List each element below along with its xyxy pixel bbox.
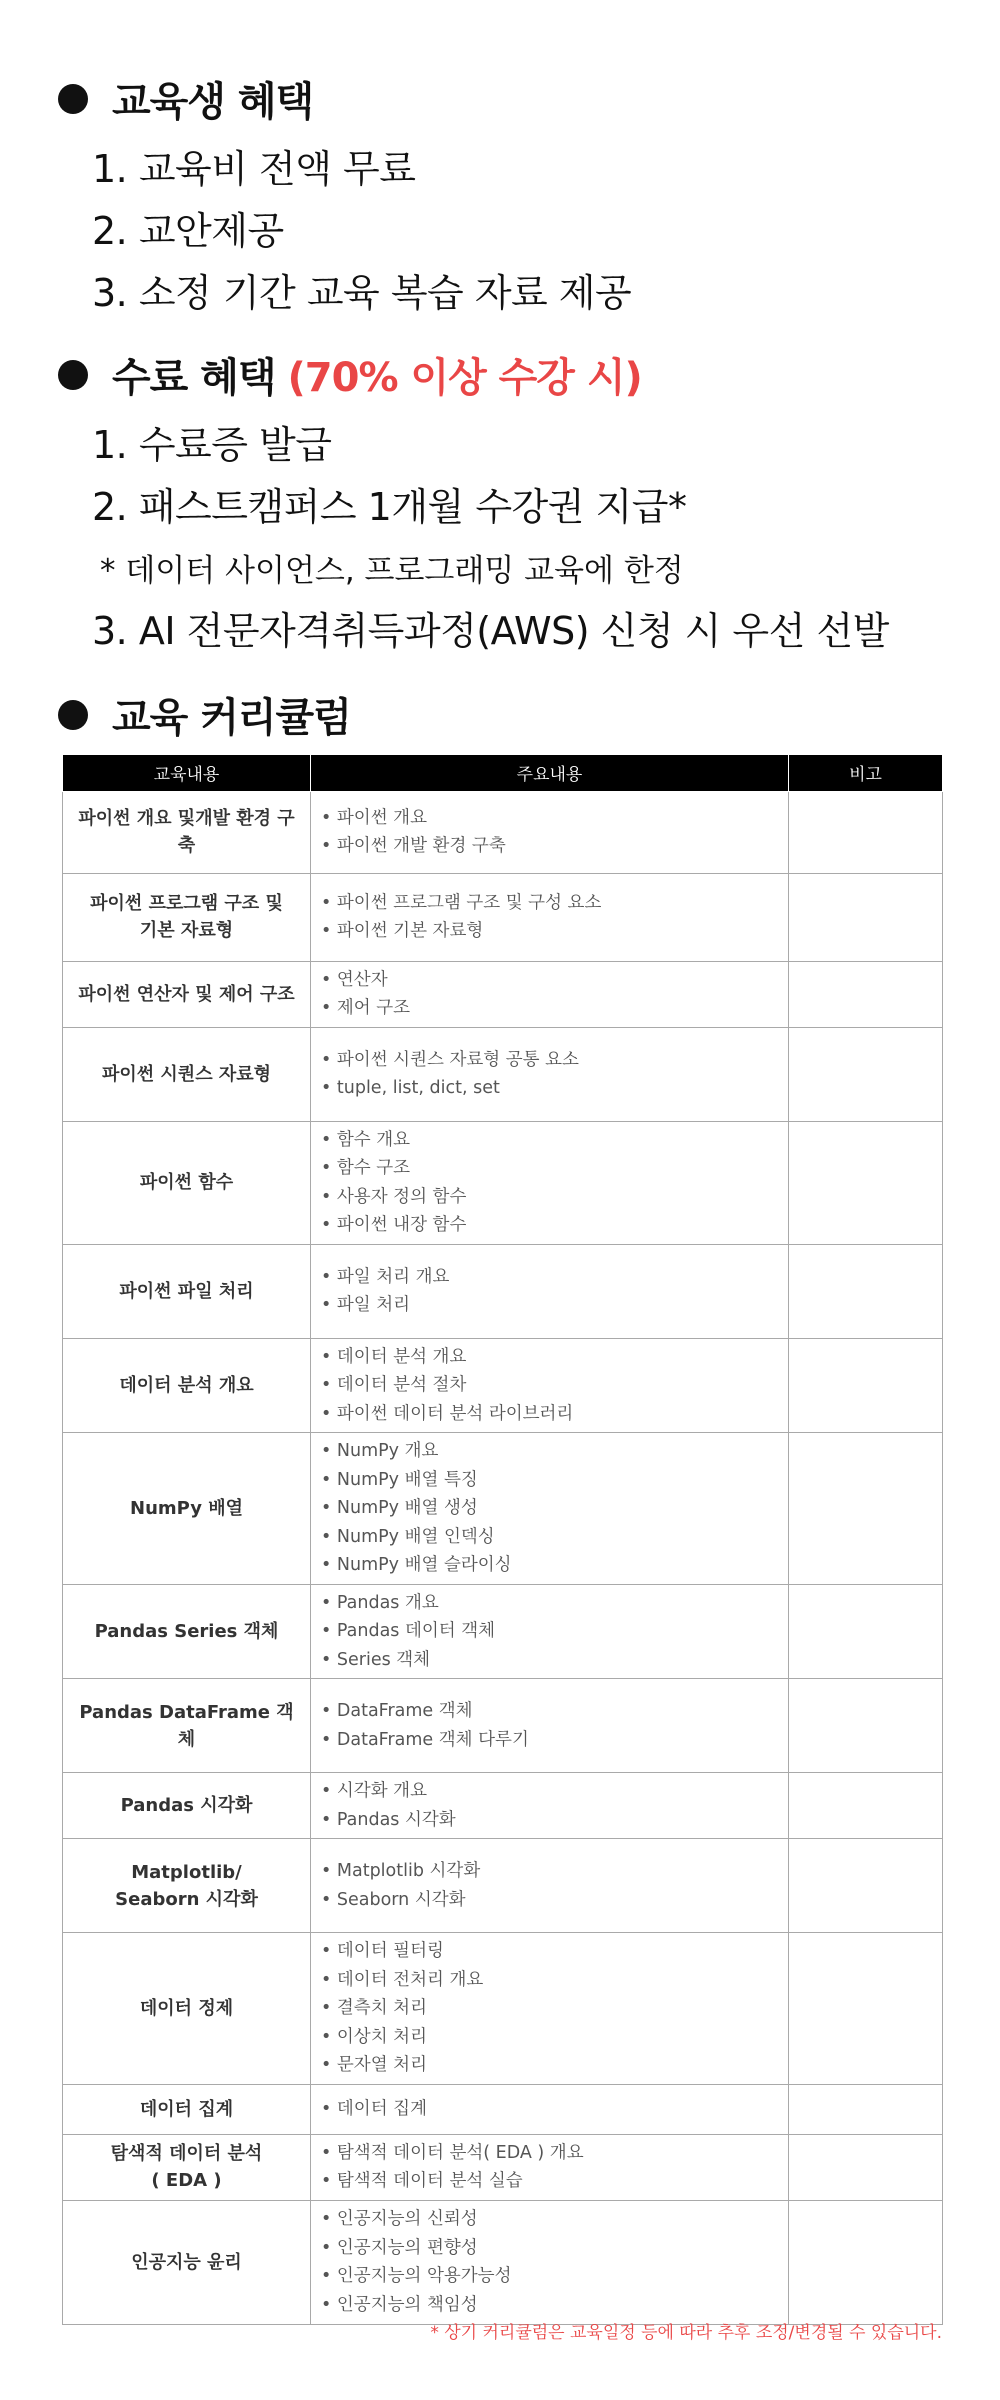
table-row	[63, 2134, 943, 2200]
table-header-row	[63, 755, 943, 791]
table-row	[63, 1773, 943, 1839]
row-memo	[789, 1338, 943, 1433]
row-points: • 인공지능의 신뢰성 • 인공지능의 편향성 • 인공지능의 악용가능성 • 인공지능의 책임성	[311, 2200, 789, 2324]
table-row	[63, 1121, 943, 1244]
row-topic: 파이썬 프로그램 구조 및 기본 자료형	[63, 873, 311, 961]
header-points: 주요내용	[311, 755, 789, 791]
row-points: • NumPy 개요 • NumPy 배열 특징 • NumPy 배열 생성 • NumPy 배열 인덱싱 • NumPy 배열 슬라이싱	[311, 1433, 789, 1585]
table-row	[63, 1839, 943, 1933]
row-topic: 데이터 집계	[63, 2084, 311, 2134]
header-memo: 비고	[789, 755, 943, 791]
row-memo	[789, 1121, 943, 1244]
bullet-dot-icon	[58, 700, 88, 730]
completion-condition: (70% 이상 수강 시)	[287, 355, 642, 401]
table-row	[63, 873, 943, 961]
row-topic: Pandas 시각화	[63, 1773, 311, 1839]
table-row	[63, 2200, 943, 2324]
row-points: • 함수 개요 • 함수 구조 • 사용자 정의 함수 • 파이썬 내장 함수	[311, 1121, 789, 1244]
completion-item-2: 2. 패스트캠퍼스 1개월 수강권 지급*	[92, 485, 687, 529]
row-topic: 파이썬 함수	[63, 1121, 311, 1244]
row-points: • 탐색적 데이터 분석( EDA ) 개요 • 탐색적 데이터 분석 실습	[311, 2134, 789, 2200]
row-points: • 파이썬 개요 • 파이썬 개발 환경 구축	[311, 791, 789, 873]
row-memo	[789, 1679, 943, 1773]
row-points: • DataFrame 객체 • DataFrame 객체 다루기	[311, 1679, 789, 1773]
table-body	[63, 791, 943, 2324]
section-title-completion	[58, 346, 642, 403]
row-points: • Pandas 개요 • Pandas 데이터 객체 • Series 객체	[311, 1584, 789, 1679]
benefit-item-1: 1. 교육비 전액 무료	[92, 147, 416, 191]
row-topic: 인공지능 윤리	[63, 2200, 311, 2324]
row-memo	[789, 1244, 943, 1338]
table-row	[63, 1244, 943, 1338]
table-row	[63, 1027, 943, 1121]
row-topic: 데이터 정제	[63, 1933, 311, 2085]
table-row	[63, 2084, 943, 2134]
row-points: • 시각화 개요 • Pandas 시각화	[311, 1773, 789, 1839]
row-points: • 파이썬 프로그램 구조 및 구성 요소 • 파이썬 기본 자료형	[311, 873, 789, 961]
row-points: • 데이터 필터링 • 데이터 전처리 개요 • 결측치 처리 • 이상치 처리 • 문자열 처리	[311, 1933, 789, 2085]
row-points: • 데이터 분석 개요 • 데이터 분석 절차 • 파이썬 데이터 분석 라이브러리	[311, 1338, 789, 1433]
table-row	[63, 1679, 943, 1773]
row-memo	[789, 1773, 943, 1839]
curriculum-table	[62, 755, 943, 2325]
bullet-dot-icon	[58, 84, 88, 114]
row-topic: 파이썬 파일 처리	[63, 1244, 311, 1338]
table-row	[63, 1933, 943, 2085]
row-topic: 데이터 분석 개요	[63, 1338, 311, 1433]
row-points: • 데이터 집계	[311, 2084, 789, 2134]
row-memo	[789, 1027, 943, 1121]
table-row	[63, 1433, 943, 1585]
section-title-benefits-text: 교육생 혜택	[112, 79, 314, 125]
row-memo	[789, 961, 943, 1027]
row-topic: 파이썬 개요 및개발 환경 구축	[63, 791, 311, 873]
row-topic: Matplotlib/ Seaborn 시각화	[63, 1839, 311, 1933]
completion-item-1: 1. 수료증 발급	[92, 423, 332, 467]
benefit-item-2: 2. 교안제공	[92, 209, 284, 253]
bullet-dot-icon	[58, 360, 88, 390]
row-topic: Pandas Series 객체	[63, 1584, 311, 1679]
row-memo	[789, 2200, 943, 2324]
row-memo	[789, 1584, 943, 1679]
benefit-item-3: 3. 소정 기간 교육 복습 자료 제공	[92, 271, 632, 315]
completion-item-3: 3. AI 전문자격취득과정(AWS) 신청 시 우선 선발	[92, 609, 889, 653]
row-points: • Matplotlib 시각화 • Seaborn 시각화	[311, 1839, 789, 1933]
section-title-benefits	[58, 70, 313, 127]
row-topic: 파이썬 시퀀스 자료형	[63, 1027, 311, 1121]
table-row	[63, 1338, 943, 1433]
table-row	[63, 1584, 943, 1679]
table-row	[63, 791, 943, 873]
section-title-curriculum-text: 교육 커리큘럼	[112, 695, 351, 741]
section-title-completion-text: 수료 혜택	[112, 355, 276, 401]
table-row	[63, 961, 943, 1027]
row-points: • 파일 처리 개요 • 파일 처리	[311, 1244, 789, 1338]
row-memo	[789, 1839, 943, 1933]
section-title-curriculum	[58, 686, 351, 743]
row-memo	[789, 873, 943, 961]
row-memo	[789, 1433, 943, 1585]
row-memo	[789, 2084, 943, 2134]
row-memo	[789, 1933, 943, 2085]
row-memo	[789, 791, 943, 873]
row-topic: Pandas DataFrame 객체	[63, 1679, 311, 1773]
row-topic: 탐색적 데이터 분석 ( EDA )	[63, 2134, 311, 2200]
header-topic: 교육내용	[63, 755, 311, 791]
completion-note: * 데이터 사이언스, 프로그래밍 교육에 한정	[100, 553, 684, 589]
curriculum-footnote: * 상기 커리큘럼은 교육일정 등에 따라 추후 조정/변경될 수 있습니다.	[430, 2323, 942, 2343]
row-topic: NumPy 배열	[63, 1433, 311, 1585]
row-memo	[789, 2134, 943, 2200]
row-points: • 파이썬 시퀀스 자료형 공통 요소 • tuple, list, dict, set	[311, 1027, 789, 1121]
row-points: • 연산자 • 제어 구조	[311, 961, 789, 1027]
row-topic: 파이썬 연산자 및 제어 구조	[63, 961, 311, 1027]
